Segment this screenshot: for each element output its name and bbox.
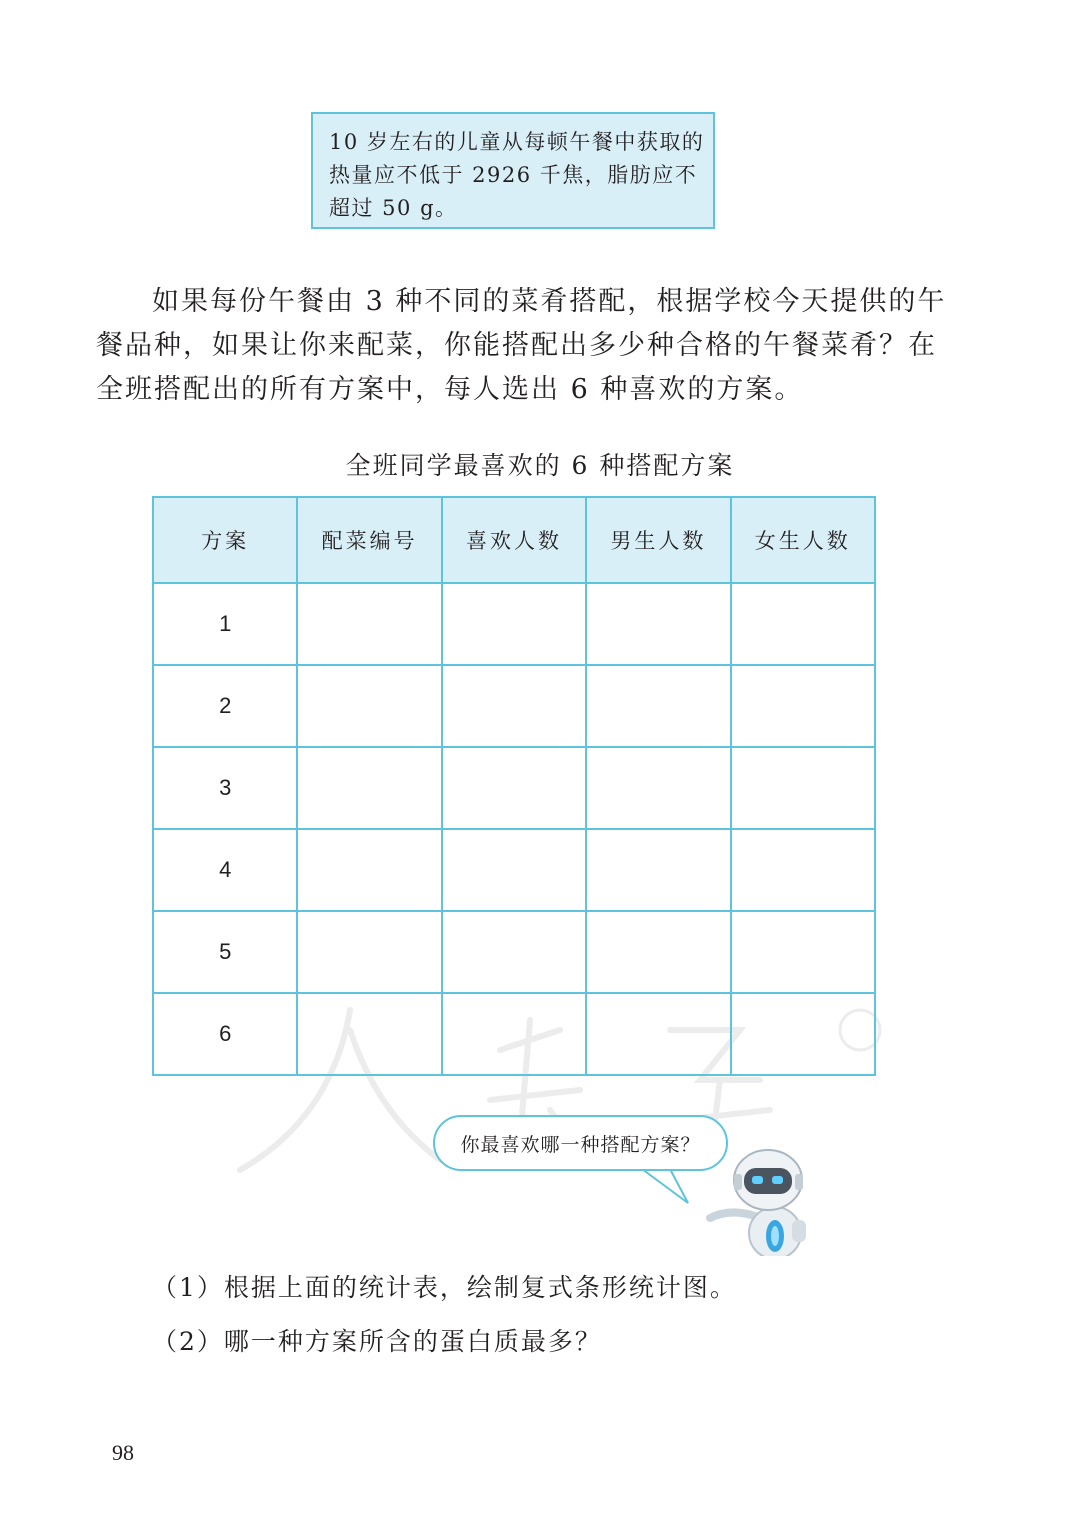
table-cell bbox=[442, 747, 586, 829]
table-cell bbox=[297, 747, 441, 829]
table-cell bbox=[731, 993, 875, 1075]
table-cell bbox=[297, 993, 441, 1075]
table-cell bbox=[297, 665, 441, 747]
table-cell bbox=[731, 583, 875, 665]
table-cell bbox=[297, 829, 441, 911]
table-row bbox=[153, 665, 875, 747]
plan-number-cell: 6 bbox=[153, 993, 297, 1075]
plan-number-cell: 3 bbox=[153, 747, 297, 829]
table-cell bbox=[731, 665, 875, 747]
table-cell bbox=[442, 993, 586, 1075]
table-cell bbox=[586, 665, 730, 747]
column-header-dish-number: 配菜编号 bbox=[297, 497, 441, 583]
table-cell bbox=[442, 911, 586, 993]
speech-bubble-tail bbox=[640, 1165, 700, 1205]
column-header-plan: 方案 bbox=[153, 497, 297, 583]
note-line: 超过 50 g。 bbox=[329, 196, 458, 220]
plan-number-cell: 5 bbox=[153, 911, 297, 993]
table-title: 全班同学最喜欢的 6 种搭配方案 bbox=[345, 451, 735, 480]
paragraph-line: 餐品种，如果让你来配菜，你能搭配出多少种合格的午餐菜肴？在 bbox=[96, 330, 937, 361]
table-cell bbox=[586, 911, 730, 993]
table-cell bbox=[731, 747, 875, 829]
task-paragraph bbox=[96, 280, 946, 412]
table-cell bbox=[297, 583, 441, 665]
column-header-boys: 男生人数 bbox=[586, 497, 730, 583]
paragraph-line: 如果每份午餐由 3 种不同的菜肴搭配，根据学校今天提供的午 bbox=[152, 286, 947, 317]
plan-table bbox=[152, 496, 876, 1076]
table-row bbox=[153, 583, 875, 665]
table-cell bbox=[586, 993, 730, 1075]
table-row bbox=[153, 911, 875, 993]
table-cell bbox=[586, 583, 730, 665]
table-cell bbox=[297, 911, 441, 993]
nutrition-note-box bbox=[311, 112, 715, 229]
table-cell bbox=[442, 583, 586, 665]
column-header-girls: 女生人数 bbox=[731, 497, 875, 583]
table-row bbox=[153, 747, 875, 829]
speech-bubble bbox=[433, 1115, 728, 1171]
table-cell bbox=[442, 665, 586, 747]
plan-number-cell: 4 bbox=[153, 829, 297, 911]
table-cell bbox=[586, 829, 730, 911]
table-cell bbox=[442, 829, 586, 911]
plan-number-cell: 2 bbox=[153, 665, 297, 747]
paragraph-line: 全班搭配出的所有方案中，每人选出 6 种喜欢的方案。 bbox=[96, 374, 804, 405]
table-cell bbox=[731, 829, 875, 911]
robot-mascot-icon bbox=[700, 1138, 815, 1256]
speech-bubble-text: 你最喜欢哪一种搭配方案？ bbox=[460, 1133, 701, 1156]
table-cell bbox=[731, 911, 875, 993]
question-1: （1）根据上面的统计表，绘制复式条形统计图。 bbox=[152, 1273, 737, 1302]
plan-number-cell: 1 bbox=[153, 583, 297, 665]
page-number: 98 bbox=[112, 1440, 134, 1465]
note-line: 热量应不低于 2926 千焦，脂肪应不 bbox=[329, 163, 698, 187]
column-header-likes: 喜欢人数 bbox=[442, 497, 586, 583]
table-header-row bbox=[153, 497, 875, 583]
table-row bbox=[153, 829, 875, 911]
table-row bbox=[153, 993, 875, 1075]
note-line: 10 岁左右的儿童从每顿午餐中获取的 bbox=[329, 130, 705, 154]
question-2: （2）哪一种方案所含的蛋白质最多？ bbox=[152, 1327, 602, 1356]
table-cell bbox=[586, 747, 730, 829]
